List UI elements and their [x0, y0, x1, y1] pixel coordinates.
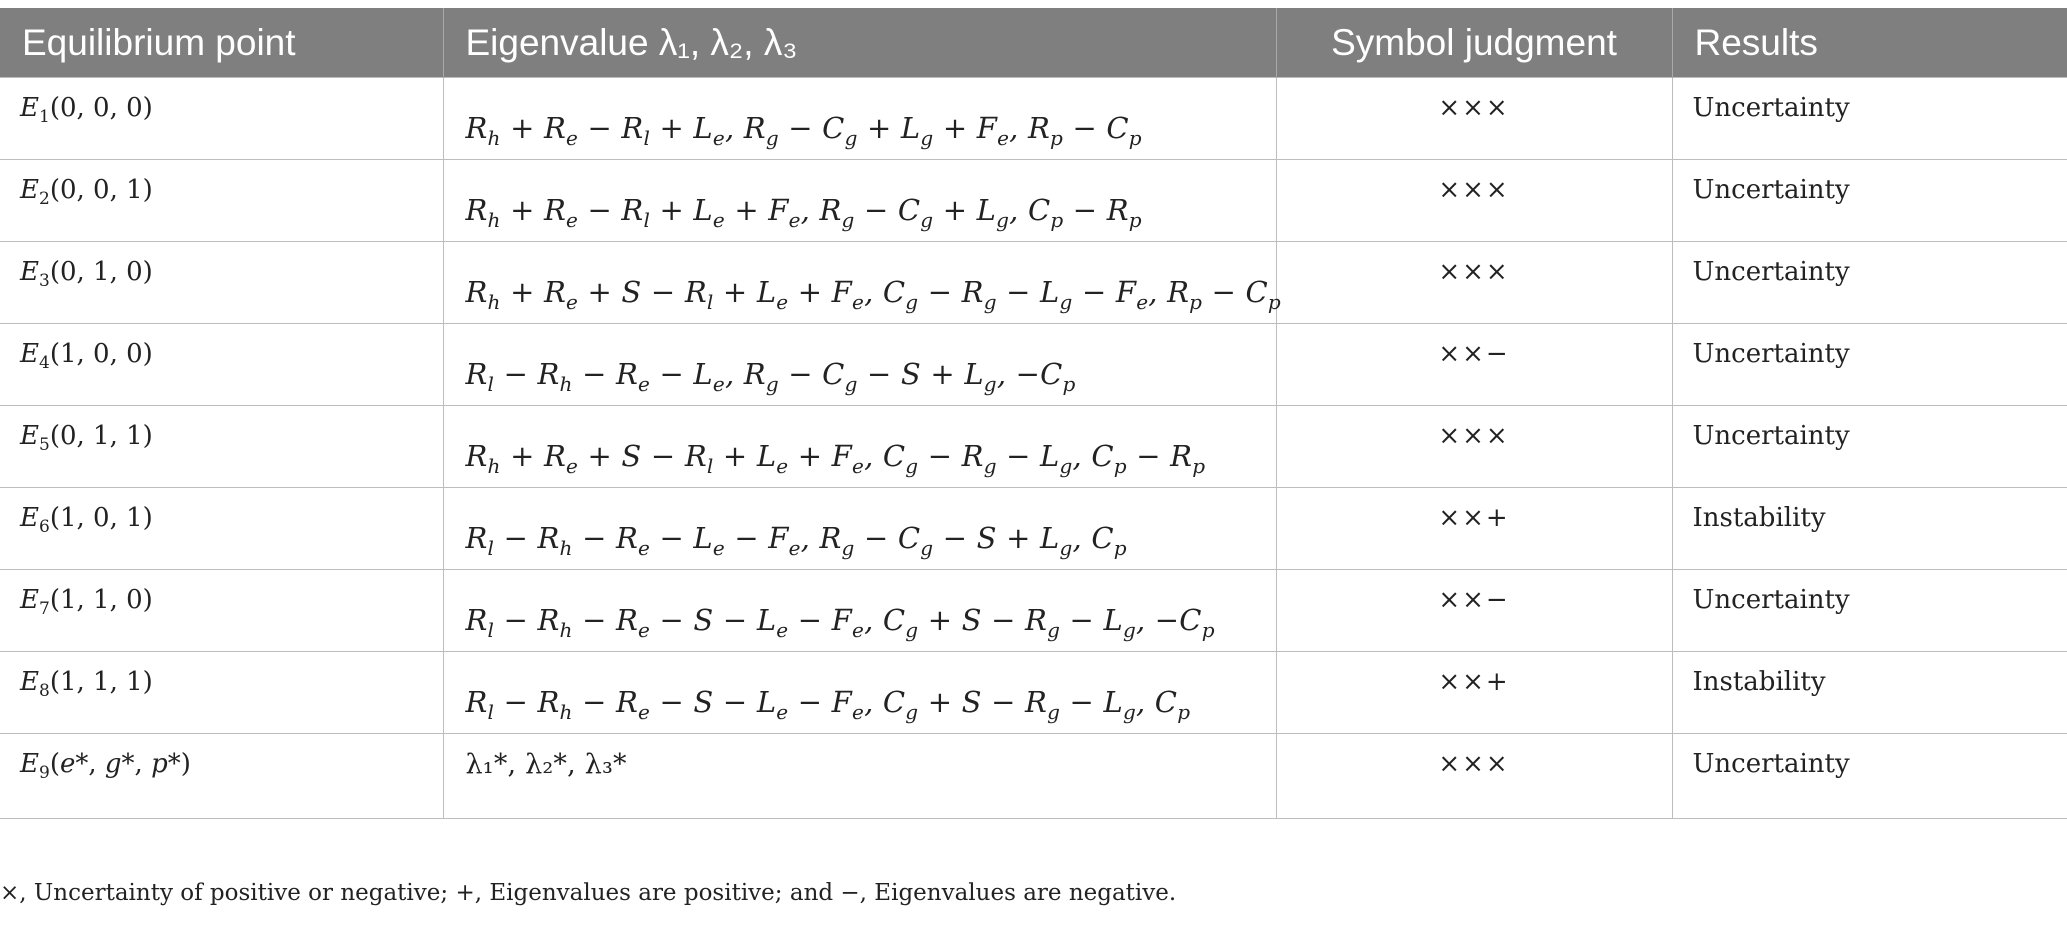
result-value: Uncertainty	[1692, 257, 1850, 287]
eigenvalue-cell	[443, 242, 1281, 324]
table-row	[0, 242, 2067, 324]
table-row	[0, 324, 2067, 406]
eigenvalue-cell	[443, 570, 1276, 652]
result-value: Uncertainty	[1692, 175, 1850, 205]
symbol-judgment-cell	[1276, 406, 1672, 488]
table-footnote: ×, Uncertainty of positive or negative; +, Eigenvalues are positive; and −, Eigenvalues are negative.	[0, 880, 1177, 906]
symbol-judgment: ×××	[1438, 93, 1510, 123]
equilibrium-point: $E_1(0$, 0, 0)	[20, 93, 153, 128]
eigenvalue-expression: $R_h + R_e + S - R_l + L_e + F_e$, $C_g - R_g - L_g - F_e$, $R_p - C_p$	[465, 275, 1281, 314]
eigenvalue-expression: $R_l - R_h - R_e - S - L_e - F_e$, $C_g + S - R_g - L_g$, $-C_p$	[465, 603, 1215, 642]
equilibrium-point: $E_5(0$, 1, 1)	[20, 421, 153, 456]
eigenvalue-cell	[443, 652, 1276, 734]
symbol-judgment: ××−	[1438, 585, 1510, 615]
result-value: Uncertainty	[1692, 421, 1850, 451]
equilibrium-point-cell	[0, 406, 443, 488]
symbol-judgment: ×××	[1438, 421, 1510, 451]
eigenvalue-cell	[443, 734, 1276, 819]
eigenvalue-expression: $R_l - R_h - R_e - L_e - F_e$, $R_g - C_g - S + L_g$, $C_p$	[465, 521, 1127, 560]
equilibrium-point-cell	[0, 160, 443, 242]
eigenvalue-cell	[443, 406, 1276, 488]
header-results: Results	[1672, 8, 2067, 78]
equilibrium-point: $E_3(0$, 1, 0)	[20, 257, 153, 292]
header-equilibrium-point: Equilibrium point	[0, 8, 443, 78]
equilibrium-point-cell	[0, 78, 443, 160]
eigenvalue-expression: $R_h + R_e - R_l + L_e$, $R_g - C_g + L_g + F_e$, $R_p - C_p$	[465, 111, 1142, 150]
equilibrium-point-cell	[0, 734, 443, 819]
result-cell	[1672, 242, 2067, 324]
result-value: Uncertainty	[1692, 339, 1850, 369]
equilibrium-point: $E_7(1$, 1, 0)	[20, 585, 153, 620]
symbol-judgment-cell	[1276, 734, 1672, 819]
header-row	[0, 8, 2067, 78]
result-cell	[1672, 488, 2067, 570]
result-value: Instability	[1692, 503, 1826, 533]
table-row	[0, 734, 2067, 819]
table-row	[0, 570, 2067, 652]
equilibrium-point: $E_4(1$, 0, 0)	[20, 339, 153, 374]
eigenvalue-cell	[443, 78, 1276, 160]
table-row	[0, 652, 2067, 734]
header-symbol-judgment: Symbol judgment	[1276, 8, 1672, 78]
eigenvalue-cell	[443, 160, 1276, 242]
symbol-judgment-cell	[1276, 78, 1672, 160]
symbol-judgment-cell	[1276, 324, 1672, 406]
table-row	[0, 78, 2067, 160]
symbol-judgment: ××+	[1438, 667, 1510, 697]
equilibrium-point-cell	[0, 242, 443, 324]
equilibrium-point: $E_8(1$, 1, 1)	[20, 667, 153, 702]
result-value: Uncertainty	[1692, 585, 1850, 615]
equilibrium-point-cell	[0, 488, 443, 570]
symbol-judgment: ××+	[1438, 503, 1510, 533]
eigenvalue-expression: $R_h + R_e + S - R_l + L_e + F_e$, $C_g - R_g - L_g$, $C_p - R_p$	[465, 439, 1206, 478]
result-value: Uncertainty	[1692, 93, 1850, 123]
eigenvalue-expression: λ₁*, λ₂*, λ₃*	[465, 749, 627, 780]
eigenvalue-expression: $R_l - R_h - R_e - S - L_e - F_e$, $C_g + S - R_g - L_g$, $C_p$	[465, 685, 1191, 724]
result-value: Uncertainty	[1692, 749, 1850, 779]
symbol-judgment-cell	[1276, 570, 1672, 652]
result-cell	[1672, 324, 2067, 406]
equilibrium-point-cell	[0, 652, 443, 734]
result-value: Instability	[1692, 667, 1826, 697]
symbol-judgment-cell	[1276, 652, 1672, 734]
result-cell	[1672, 652, 2067, 734]
result-cell	[1672, 78, 2067, 160]
symbol-judgment: ×××	[1438, 257, 1510, 287]
equilibrium-point: $E_6(1$, 0, 1)	[20, 503, 153, 538]
equilibrium-point: $E_9(e*$, g*, p*)	[20, 749, 191, 784]
symbol-judgment-cell	[1276, 488, 1672, 570]
equilibrium-point-cell	[0, 324, 443, 406]
eigenvalue-cell	[443, 488, 1276, 570]
equilibrium-point-cell	[0, 570, 443, 652]
symbol-judgment: ×××	[1438, 175, 1510, 205]
symbol-judgment: ××−	[1438, 339, 1510, 369]
header-eigenvalue: Eigenvalue λ₁, λ₂, λ₃	[443, 8, 1276, 78]
table-row	[0, 406, 2067, 488]
result-cell	[1672, 160, 2067, 242]
symbol-judgment: ×××	[1438, 749, 1510, 779]
symbol-judgment-cell	[1276, 242, 1672, 324]
result-cell	[1672, 570, 2067, 652]
eigenvalue-expression: $R_h + R_e - R_l + L_e + F_e$, $R_g - C_g + L_g$, $C_p - R_p$	[465, 193, 1142, 232]
equilibrium-point: $E_2(0$, 0, 1)	[20, 175, 153, 210]
eigenvalue-expression: $R_l - R_h - R_e - L_e$, $R_g - C_g - S + L_g$, $-C_p$	[465, 357, 1076, 396]
result-cell	[1672, 406, 2067, 488]
eigenvalue-cell	[443, 324, 1276, 406]
equilibrium-table	[0, 8, 2067, 819]
result-cell	[1672, 734, 2067, 819]
symbol-judgment-cell	[1276, 160, 1672, 242]
table-row	[0, 160, 2067, 242]
table-row	[0, 488, 2067, 570]
